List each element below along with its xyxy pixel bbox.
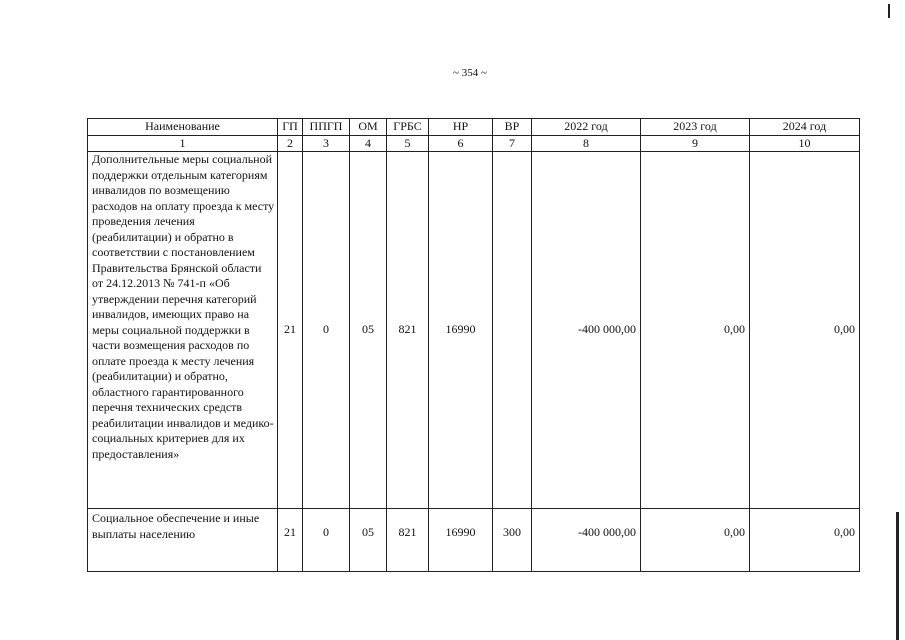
page-number: ~ 354 ~ [453,67,487,79]
header-grbs: ГРБС [387,119,429,136]
row-ppgp: 0 [303,509,350,572]
column-number: 8 [532,135,641,152]
row-vr [493,152,532,509]
row-2022: -400 000,00 [532,509,641,572]
column-number: 6 [429,135,493,152]
column-number: 1 [88,135,278,152]
row-name: Социальное обеспечение и иные выплаты населению [88,509,278,572]
scan-mark-top [888,4,890,18]
row-nr: 16990 [429,509,493,572]
column-number: 9 [641,135,750,152]
row-nr: 16990 [429,152,493,509]
scan-mark-right [896,512,899,640]
header-ppgp: ППГП [303,119,350,136]
header-om: ОМ [350,119,387,136]
row-vr: 300 [493,509,532,572]
row-2024: 0,00 [750,509,860,572]
column-number-row [88,135,860,152]
row-gp: 21 [278,152,303,509]
row-grbs: 821 [387,152,429,509]
row-2022: -400 000,00 [532,152,641,509]
table-row [88,152,860,509]
row-gp: 21 [278,509,303,572]
header-2023: 2023 год [641,119,750,136]
header-2024: 2024 год [750,119,860,136]
header-gp: ГП [278,119,303,136]
column-number: 4 [350,135,387,152]
column-number: 5 [387,135,429,152]
header-2022: 2022 год [532,119,641,136]
column-number: 2 [278,135,303,152]
table-row [88,509,860,572]
row-2024: 0,00 [750,152,860,509]
row-grbs: 821 [387,509,429,572]
row-ppgp: 0 [303,152,350,509]
header-nr: НР [429,119,493,136]
budget-table [87,118,860,572]
header-vr: ВР [493,119,532,136]
header-row [88,119,860,136]
column-number: 3 [303,135,350,152]
header-name: Наименование [88,119,278,136]
row-2023: 0,00 [641,152,750,509]
column-number: 10 [750,135,860,152]
row-name: Дополнительные меры социальной поддержки отдельным категориям инвалидов по возмещению расходов на оплату проезда к месту проведения лечения (реабилитации) и обратно в соответствии с постановлением Правительства Брянской области от 24.12.2013 № 741-п «Об утверждении перечня категорий инвалидов, имеющих право на меры социальной поддержки в части возмещения расходов по оплате проезда к месту лечения (реабилитации) и обратно, областного гарантированного перечня технических средств реабилитации инвалидов и медико-социальных критериев для их предоставления» [88,152,278,509]
column-number: 7 [493,135,532,152]
row-om: 05 [350,509,387,572]
row-om: 05 [350,152,387,509]
row-2023: 0,00 [641,509,750,572]
